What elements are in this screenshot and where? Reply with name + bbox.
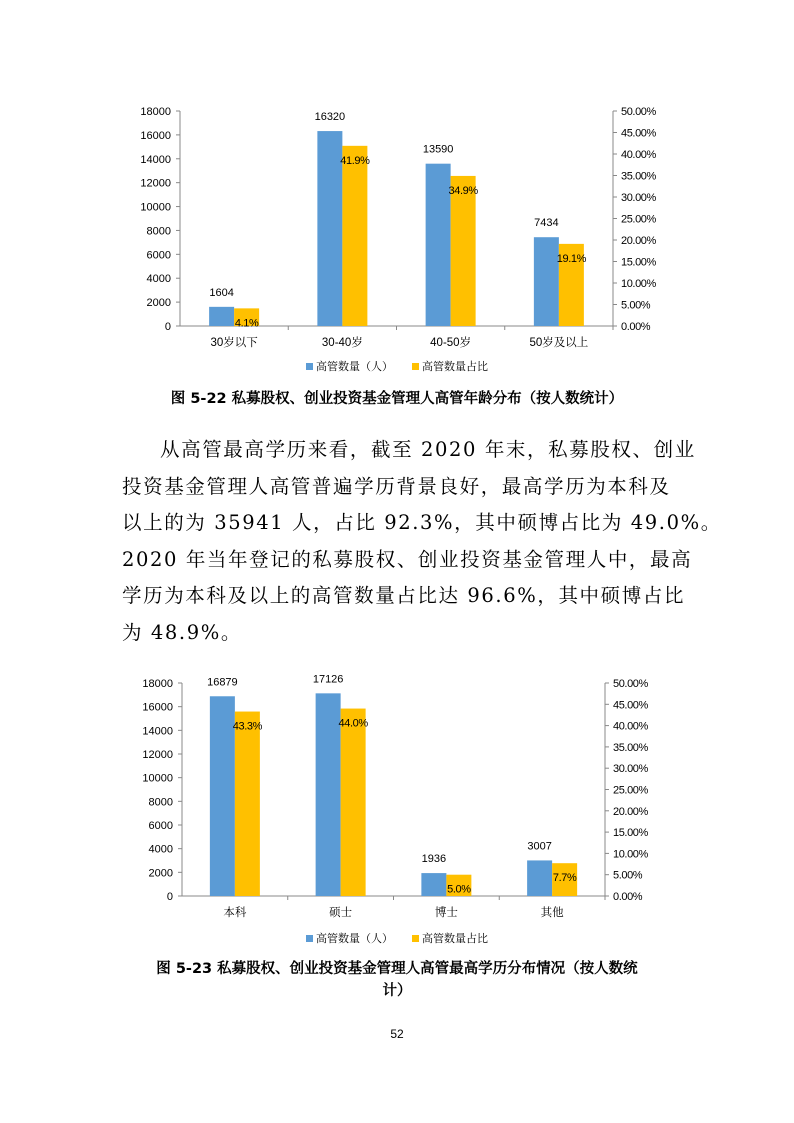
figure-caption-5-22: 图 5-22 私募股权、创业投资基金管理人高管年龄分布（按人数统计） xyxy=(170,391,624,407)
right-axis-tick-label: 35.00% xyxy=(621,170,656,183)
legend-label-headcount: 高管数量（人） xyxy=(316,361,393,373)
bar-headcount-label: 1936 xyxy=(421,853,447,866)
right-axis-tick-label: 50.00% xyxy=(621,106,656,118)
category-label: 40-50岁 xyxy=(430,337,472,349)
bar-headcount xyxy=(527,860,552,896)
page-number: 52 xyxy=(390,1027,404,1041)
legend-label-share: 高管数量占比 xyxy=(422,933,488,945)
bar-share xyxy=(235,712,260,896)
figure-caption-5-23 xyxy=(115,958,679,1002)
right-axis-tick-label: 15.00% xyxy=(613,827,648,840)
category-label: 其他 xyxy=(540,907,564,919)
bar-headcount-label: 1604 xyxy=(209,286,234,299)
right-axis-tick-label: 40.00% xyxy=(621,149,656,161)
right-axis-tick-label: 50.00% xyxy=(613,678,648,690)
right-axis-tick-label: 25.00% xyxy=(621,213,656,226)
paragraph-line: 2020 年当年登记的私募股权、创业投资基金管理人中，最高 xyxy=(122,547,693,571)
left-axis-tick-label: 4000 xyxy=(148,843,173,856)
bar-headcount xyxy=(421,873,446,896)
left-axis-tick-label: 14000 xyxy=(142,725,173,738)
right-axis-tick-label: 10.00% xyxy=(613,848,648,861)
bar-share-label: 7.7% xyxy=(552,872,577,885)
left-axis-tick-label: 8000 xyxy=(146,225,171,238)
category-label: 30-40岁 xyxy=(321,337,363,349)
bar-share-label: 4.1% xyxy=(234,317,259,330)
left-axis-tick-label: 16000 xyxy=(140,129,171,142)
bar-headcount-label: 16879 xyxy=(207,676,238,689)
bar-headcount-label: 17126 xyxy=(312,673,344,686)
bar-headcount-label: 13590 xyxy=(422,143,454,156)
legend-swatch-share xyxy=(412,935,419,942)
right-axis-tick-label: 5.00% xyxy=(613,869,643,882)
left-axis-tick-label: 8000 xyxy=(148,796,173,809)
category-label: 50岁及以上 xyxy=(529,337,589,349)
bar-headcount xyxy=(534,237,559,326)
bar-share-label: 43.3% xyxy=(232,720,262,733)
paragraph-line: 从高管最高学历来看，截至 2020 年末，私募股权、创业 xyxy=(160,438,696,461)
figure-caption-line: 计） xyxy=(382,983,412,999)
bar-share xyxy=(341,709,366,896)
right-axis-tick-label: 30.00% xyxy=(621,192,656,204)
right-axis-tick-label: 40.00% xyxy=(613,720,648,733)
right-axis-tick-label: 20.00% xyxy=(613,805,648,818)
left-axis-tick-label: 12000 xyxy=(142,749,173,761)
category-label: 博士 xyxy=(434,907,458,919)
left-axis-tick-label: 4000 xyxy=(146,273,171,286)
bar-headcount-label: 16320 xyxy=(314,111,346,124)
right-axis-tick-label: 45.00% xyxy=(621,127,656,140)
age-distribution-chart-svg xyxy=(0,95,794,385)
right-axis-tick-label: 45.00% xyxy=(613,699,648,712)
right-axis-tick-label: 30.00% xyxy=(613,763,648,776)
right-axis-tick-label: 0.00% xyxy=(621,321,651,333)
right-axis-tick-label: 25.00% xyxy=(613,784,648,797)
age-distribution-chart xyxy=(0,95,794,385)
legend-label-share: 高管数量占比 xyxy=(422,361,488,373)
legend-label-headcount: 高管数量（人） xyxy=(316,933,393,945)
legend-swatch-share xyxy=(412,363,419,370)
legend-swatch-headcount xyxy=(306,935,313,942)
left-axis-tick-label: 18000 xyxy=(142,678,173,690)
right-axis-tick-label: 15.00% xyxy=(621,256,656,269)
bar-headcount xyxy=(426,164,451,326)
left-axis-tick-label: 6000 xyxy=(146,249,171,262)
bar-headcount xyxy=(316,693,341,896)
bar-share-label: 34.9% xyxy=(448,184,478,197)
left-axis-tick-label: 0 xyxy=(166,891,173,903)
paragraph-line: 以上的为 35941 人，占比 92.3%，其中硕博占比为 49.0%。 xyxy=(122,511,722,534)
left-axis-tick-label: 14000 xyxy=(140,153,171,166)
right-axis-tick-label: 10.00% xyxy=(621,278,656,290)
bar-headcount xyxy=(210,696,235,896)
bar-share xyxy=(451,176,476,326)
category-label: 硕士 xyxy=(329,907,353,919)
bar-headcount xyxy=(209,307,234,326)
paragraph-line: 学历为本科及以上的高管数量占比达 96.6%，其中硕博占比 xyxy=(122,584,686,607)
bar-headcount-label: 3007 xyxy=(527,840,552,853)
left-axis-tick-label: 12000 xyxy=(140,177,171,190)
bar-share-label: 19.1% xyxy=(556,252,586,265)
paragraph-line: 为 48.9%。 xyxy=(122,620,242,644)
bar-headcount-label: 7434 xyxy=(534,217,559,230)
bar-share-label: 5.0% xyxy=(447,883,471,896)
left-axis-tick-label: 16000 xyxy=(142,701,173,714)
bar-headcount xyxy=(317,131,342,326)
category-label: 30岁以下 xyxy=(210,337,258,349)
left-axis-tick-label: 10000 xyxy=(140,201,171,214)
bar-share xyxy=(342,146,367,326)
left-axis-tick-label: 10000 xyxy=(142,772,173,785)
left-axis-tick-label: 0 xyxy=(164,321,171,333)
left-axis-tick-label: 6000 xyxy=(148,820,173,832)
bar-share-label: 44.0% xyxy=(338,717,368,730)
right-axis-tick-label: 35.00% xyxy=(613,741,648,754)
right-axis-tick-label: 0.00% xyxy=(613,891,643,903)
left-axis-tick-label: 18000 xyxy=(140,106,171,118)
education-distribution-chart xyxy=(0,665,794,955)
paragraph-line: 投资基金管理人高管普遍学历背景良好，最高学历为本科及 xyxy=(122,474,671,498)
category-label: 本科 xyxy=(223,907,247,919)
body-paragraph xyxy=(122,432,722,651)
right-axis-tick-label: 20.00% xyxy=(621,235,656,247)
bar-share-label: 41.9% xyxy=(340,154,370,167)
left-axis-tick-label: 2000 xyxy=(146,297,171,310)
left-axis-tick-label: 2000 xyxy=(148,867,173,880)
education-distribution-chart-svg xyxy=(0,665,794,955)
right-axis-tick-label: 5.00% xyxy=(621,299,651,312)
legend-swatch-headcount xyxy=(306,363,313,370)
figure-caption-line: 图 5-23 私募股权、创业投资基金管理人高管最高学历分布情况（按人数统 xyxy=(156,961,638,977)
